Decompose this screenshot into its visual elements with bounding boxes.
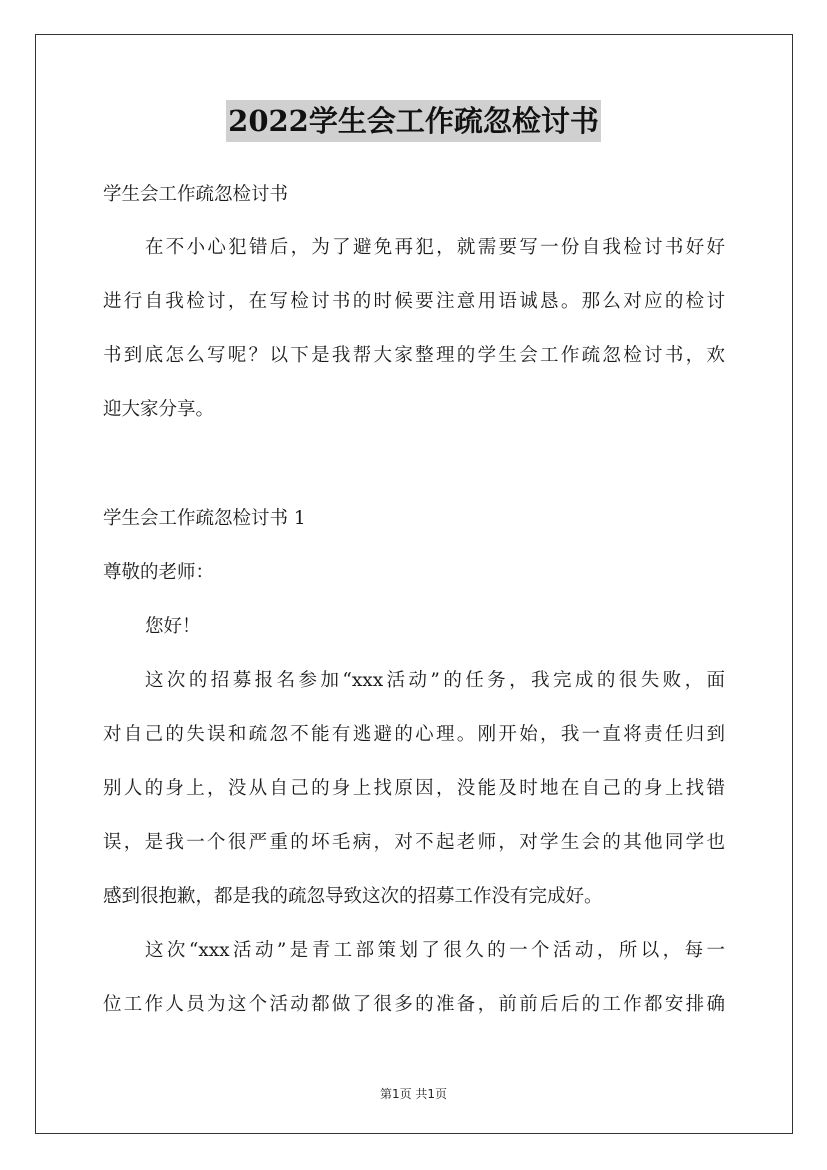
paragraph-line: 对自己的失误和疏忽不能有逃避的心理。刚开始，我一直将责任归到	[103, 724, 725, 745]
intro-line: 在不小心犯错后，为了避免再犯，就需要写一份自我检讨书好好	[145, 237, 725, 258]
document-title: 2022学生会工作疏忽检讨书	[226, 100, 601, 142]
paragraph-line: 误，是我一个很严重的坏毛病，对不起老师，对学生会的其他同学也	[103, 832, 725, 853]
subtitle: 学生会工作疏忽检讨书	[103, 184, 289, 205]
intro-line: 书到底怎么写呢？以下是我帮大家整理的学生会工作疏忽检讨书，欢	[103, 345, 725, 366]
section-heading: 学生会工作疏忽检讨书 1	[103, 508, 306, 529]
paragraph-line: 别人的身上，没从自己的身上找原因，没能及时地在自己的身上找错	[103, 778, 725, 799]
greeting: 您好！	[145, 616, 201, 637]
intro-line: 迎大家分享。	[103, 399, 215, 420]
intro-line: 进行自我检讨，在写检讨书的时候要注意用语诚恳。那么对应的检讨	[103, 291, 725, 312]
page-footer: 第1页 共1页	[379, 1087, 448, 1101]
salutation: 尊敬的老师：	[103, 562, 215, 583]
paragraph-line: 这次“xxx活动”是青工部策划了很久的一个活动，所以，每一	[145, 940, 725, 961]
title-container	[0, 100, 827, 142]
paragraph-line: 这次的招募报名参加“xxx活动”的任务，我完成的很失败，面	[145, 670, 725, 691]
paragraph-line: 位工作人员为这个活动都做了很多的准备，前前后后的工作都安排确	[103, 994, 725, 1015]
paragraph-line: 感到很抱歉，都是我的疏忽导致这次的招募工作没有完成好。	[103, 886, 603, 907]
